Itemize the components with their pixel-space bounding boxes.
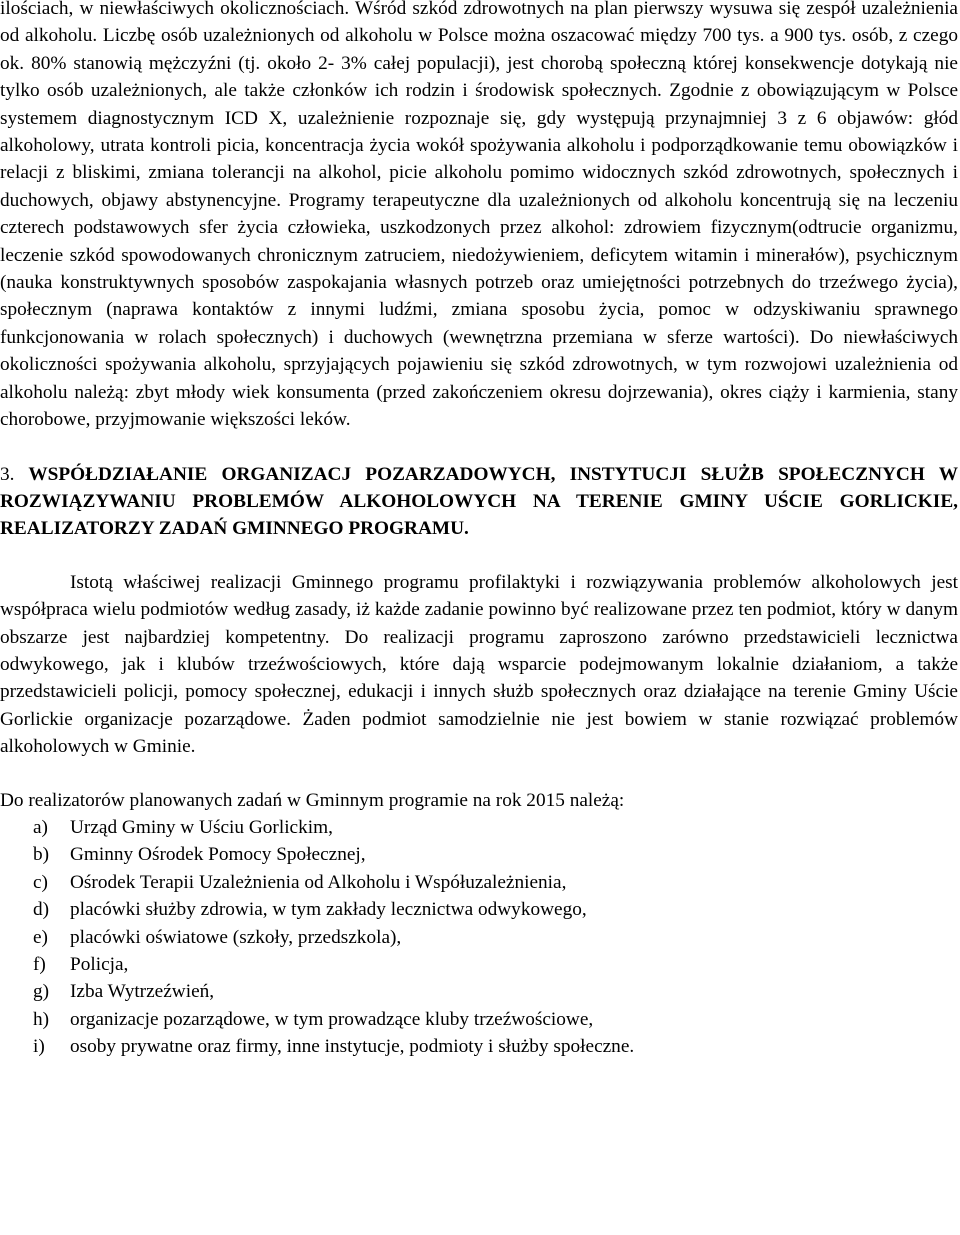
paragraph-alcohol-harms: ilościach, w niewłaściwych okolicznościach. Wśród szkód zdrowotnych na plan pierwszy wysuwa się zespół uzależnienia od alkoholu. Liczbę osób uzależnionych od alkoholu w Polsce można oszacować między 700 tys. a 900 tys. osób, z czego ok. 80% stanowią mężczyźni (tj. około 2- 3% całej populacji), jest chorobą społeczną której konsekwencje dotykają nie tylko osób uzależnionych, ale także członków ich rodzin i środowisk społecznych. Zgodnie z obowiązującym w Polsce systemem diagnostycznym ICD X, uzależnienie rozpoznaje się, gdy występują przynajmniej 3 z 6 objawów: głód alkoholowy, utrata kontroli picia, koncentracja życia wokół spożywania alkoholu i podporządkowanie temu obowiązków i relacji z bliskimi, zmiana tolerancji na alkohol, picie alkoholu pomimo widocznych szkód zdrowotnych, społecznych i duchowych, objawy abstynencyjne. Programy terapeutyczne dla uzależnionych od alkoholu koncentrują się na leczeniu czterech podstawowych sfer życia człowieka, uszkodzonych przez alkohol: zdrowiem fizycznym(odtrucie organizmu, leczenie szkód spowodowanych chronicznym zatruciem, niedożywieniem, deficytem witamin i minerałów), psychicznym (nauka konstruktywnych sposobów zaspokajania własnych potrzeb oraz umiejętności potrzebnych do trzeźwego życia), społecznym (naprawa kontaktów z innymi ludźmi, zmiana sposobu życia, pomoc w odzyskiwaniu sprawnego funkcjonowania w rolach społecznych) i duchowych (wewnętrzna przemiana w sferze wartości). Do niewłaściwych okoliczności spożywania alkoholu, sprzyjających pojawieniu się szkód zdrowotnych, w tym rozwojowi uzależnienia od alkoholu należą: zbyt młody wiek konsumenta (przed zakończeniem okresu dojrzewania), okres ciąży i karmienia, stany chorobowe, przyjmowanie większości leków.: [0, 0, 958, 431]
list-item: [0, 951, 958, 978]
list-item: [0, 1006, 958, 1033]
list-item-text: osoby prywatne oraz firmy, inne instytucje, podmioty i służby społeczne.: [70, 1036, 635, 1058]
paragraph-cooperation: Istotą właściwej realizacji Gminnego programu profilaktyki i rozwiązywania problemów alkoholowych jest współpraca wielu podmiotów według zasady, iż każde zadanie powinno być realizowane przez ten podmiot, który w danym obszarze jest najbardziej kompetentny. Do realizacji programu zaproszono zarówno przedstawicieli lecznictwa odwykowego, jak i klubów trzeźwościowych, które dają wsparcie podejmowanym lokalnie działaniom, a także przedstawicieli policji, pomocy społecznej, edukacji i innych służb społecznych oraz działające na terenie Gminy Uście Gorlickie organizacje pozarządowe. Żaden podmiot samodzielnie nie jest bowiem w stanie rozwiązać problemów alkoholowych w Gminie.: [0, 571, 958, 758]
list-marker: i): [33, 1036, 45, 1058]
list-item-text: placówki służby zdrowia, w tym zakłady lecznictwa odwykowego,: [70, 899, 587, 921]
spacer: [0, 543, 958, 569]
list-item: [0, 869, 958, 896]
list-marker: f): [33, 954, 46, 975]
list-item: [0, 814, 958, 841]
list-item-text: Gminny Ośrodek Pomocy Społecznej,: [70, 844, 366, 866]
list-marker: d): [33, 899, 50, 921]
spacer: [0, 434, 958, 461]
list-item: [0, 1033, 958, 1060]
section-number: 3.: [0, 463, 15, 485]
list-marker: e): [33, 926, 48, 948]
list-item-text: Ośrodek Terapii Uzależnienia od Alkoholu i Współuzależnienia,: [70, 871, 567, 893]
list-item-text: Policja,: [70, 954, 129, 975]
list-intro: Do realizatorów planowanych zadań w Gminnym programie na rok 2015 należą:: [0, 789, 625, 811]
list-item: [0, 978, 958, 1005]
section-heading: [0, 461, 958, 543]
list-item-text: organizacje pozarządowe, w tym prowadzące kluby trzeźwościowe,: [70, 1008, 594, 1030]
list-marker: h): [33, 1008, 50, 1030]
implementers-list: [0, 814, 958, 1061]
list-marker: a): [33, 816, 48, 838]
list-item-text: Izba Wytrzeźwień,: [70, 981, 215, 1003]
list-item: [0, 924, 958, 951]
list-item: [0, 896, 958, 923]
list-marker: g): [33, 981, 50, 1003]
list-marker: b): [33, 844, 50, 866]
list-item-text: placówki oświatowe (szkoły, przedszkola),: [70, 926, 402, 948]
list-marker: c): [33, 871, 48, 893]
list-item-text: Urząd Gminy w Uściu Gorlickim,: [70, 816, 333, 838]
list-item: [0, 841, 958, 868]
section-title: WSPÓŁDZIAŁANIE ORGANIZACJ POZARZADOWYCH, INSTYTUCJI SŁUŻB SPOŁECZNYCH W ROZWIĄZYWANIU PROBLEMÓW ALKOHOLOWYCH NA TERENIE GMINY UŚCIE GORLICKIE, REALIZATORZY ZADAŃ GMINNEGO PROGRAMU.: [0, 463, 958, 540]
spacer: [0, 761, 958, 787]
